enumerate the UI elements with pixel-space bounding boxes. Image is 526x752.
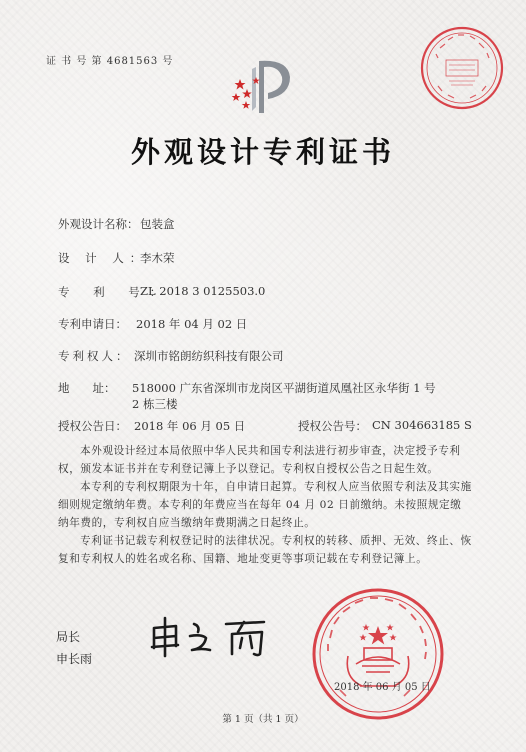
announce-number-label: 授权公告号：: [298, 419, 367, 433]
patent-office-logo-icon: [228, 55, 298, 117]
filing-date-value: 2018 年 04 月 02 日: [136, 317, 248, 331]
announce-date-label: 授权公告日：: [58, 419, 127, 433]
designer-value: 李木荣: [140, 251, 175, 265]
design-name-label: 外观设计名称：: [58, 217, 139, 231]
small-seal-icon: [418, 24, 506, 112]
patentee-value: 深圳市铭朗纺织科技有限公司: [134, 349, 284, 363]
signature-title: 局长: [56, 630, 81, 644]
handwritten-signature-icon: [146, 614, 276, 658]
designer-label: 设 计 人：: [58, 251, 148, 265]
address-line-1: 518000 广东省深圳市龙岗区平湖街道凤凰社区永华街 1 号: [132, 381, 436, 395]
paragraph-legal-status: 专利证书记载专利权登记时的法律状况。专利权的转移、质押、无效、终止、恢复和专利权人的姓名或名称、国籍、地址变更等事项记载在专利登记簿上。: [58, 535, 472, 565]
patent-number-value: ZL 2018 3 0125503.0: [140, 284, 266, 298]
address-label: 地 址：: [58, 381, 116, 395]
patentee-label: 专利权人：: [58, 349, 131, 363]
patent-number-label: 专 利 号：: [58, 285, 172, 299]
filing-date-label: 专利申请日：: [58, 317, 127, 331]
address-line-2: 2 栋三楼: [132, 397, 178, 411]
certificate-title: 外观设计专利证书: [130, 135, 395, 169]
announce-date-value: 2018 年 06 月 05 日: [134, 419, 246, 433]
design-name-value: 包装盒: [140, 217, 175, 231]
paragraph-grant: 本外观设计经过本局依照中华人民共和国专利法进行初步审查，决定授予专利权，颁发本证书并在专利登记簿上予以登记。专利权自授权公告之日起生效。: [58, 445, 461, 475]
official-seal-icon: [310, 586, 446, 722]
signature-name: 申长雨: [56, 652, 93, 666]
paragraph-term: 本专利的专利权期限为十年，自申请日起算。专利权人应当依照专利法及其实施细则规定缴纳年费。本专利的年费应当在每年 04 月 02 日前缴纳。未按照规定缴纳年费的，专利权自应当缴纳年费期满之日起终止。: [58, 481, 472, 529]
signature-date: 2018 年 06 月 05 日: [334, 682, 431, 693]
certificate-number: 证 书 号 第 4681563 号: [46, 56, 174, 67]
page-footer: 第 1 页（共 1 页）: [222, 714, 304, 725]
announce-number-value: CN 304663185 S: [372, 418, 472, 432]
